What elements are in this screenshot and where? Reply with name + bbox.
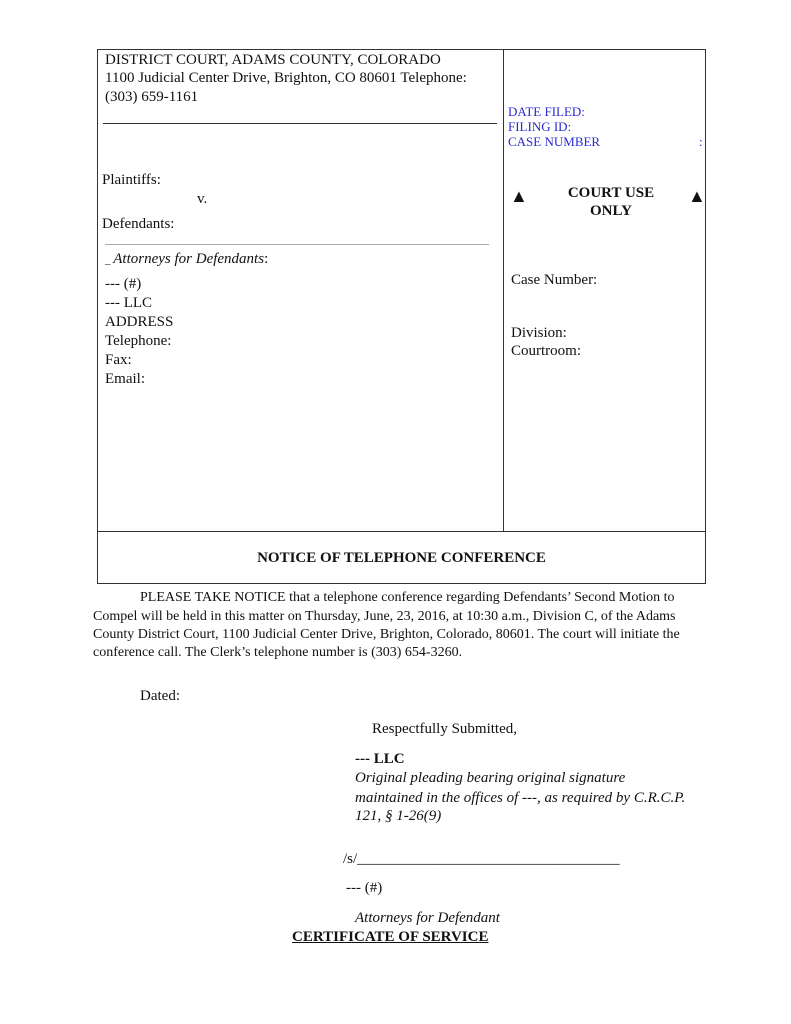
attorneys-heading bbox=[105, 251, 268, 268]
court-use-title-line2: ONLY bbox=[590, 203, 632, 219]
signature-line: /s/___________________________________ bbox=[343, 851, 620, 867]
document-title: NOTICE OF TELEPHONE CONFERENCE bbox=[257, 550, 546, 566]
attorney-name: --- (#) bbox=[105, 276, 142, 292]
signature-firm: --- LLC bbox=[355, 751, 405, 767]
email-label: Email: bbox=[105, 371, 145, 387]
dated-label: Dated: bbox=[140, 688, 180, 704]
case-number-label: Case Number: bbox=[511, 272, 598, 288]
body-line-4: conference call. The Clerk’s telephone number is (303) 654-3260. bbox=[93, 645, 463, 660]
triangle-right-icon: ▲ bbox=[688, 186, 706, 206]
signature-note-line3: 121, § 1-26(9) bbox=[355, 808, 442, 824]
court-name: DISTRICT COURT, ADAMS COUNTY, COLORADO bbox=[105, 52, 441, 68]
court-address: 1100 Judicial Center Drive, Brighton, CO 80601 Telephone: bbox=[105, 70, 467, 86]
defendants-label: Defendants: bbox=[102, 216, 175, 232]
attorneys-colon: : bbox=[264, 251, 269, 267]
caption-box bbox=[97, 49, 706, 584]
date-filed: DATE FILED: bbox=[508, 104, 585, 119]
attorney-separator bbox=[105, 244, 489, 245]
signature-note-line2: maintained in the offices of ---, as required by C.R.C.P. bbox=[355, 790, 686, 806]
body-line-1: PLEASE TAKE NOTICE that a telephone conference regarding Defendants’ Second Motion to bbox=[140, 590, 675, 605]
triangle-left-icon: ▲ bbox=[510, 186, 528, 206]
firm-name: --- LLC bbox=[105, 295, 153, 311]
court-phone: (303) 659-1161 bbox=[105, 89, 199, 105]
caption-divider bbox=[503, 49, 504, 531]
courtroom-label: Courtroom: bbox=[511, 343, 581, 359]
fax-label: Fax: bbox=[105, 352, 132, 368]
certificate-title: CERTIFICATE OF SERVICE bbox=[292, 929, 489, 945]
body-line-3: County District Court, 1100 Judicial Center Drive, Brighton, Colorado, 80601. The court will initiate the bbox=[93, 627, 680, 642]
plaintiffs-label: Plaintiffs: bbox=[102, 172, 161, 188]
telephone-label: Telephone: bbox=[105, 333, 172, 349]
body-line-2: Compel will be held in this matter on Thursday, June, 23, 2016, at 10:30 a.m., Division C, of the Adams bbox=[93, 609, 676, 624]
respectfully-submitted: Respectfully Submitted, bbox=[372, 721, 517, 737]
signature-role: Attorneys for Defendant bbox=[355, 910, 500, 926]
division-label: Division: bbox=[511, 325, 567, 341]
court-underline bbox=[103, 123, 497, 124]
case-number-colon: : bbox=[699, 134, 703, 149]
versus-label: v. bbox=[197, 191, 208, 207]
attorneys-prefix: _ bbox=[105, 254, 114, 266]
signature-note-line1: Original pleading bearing original signature bbox=[355, 770, 626, 786]
court-use-title-line1: COURT USE bbox=[567, 185, 655, 201]
signature-attorney: --- (#) bbox=[346, 880, 383, 896]
firm-address: ADDRESS bbox=[105, 314, 174, 330]
caption-bottom-rule bbox=[97, 531, 706, 532]
attorneys-label: Attorneys for Defendants bbox=[113, 251, 265, 267]
case-number-stamp: CASE NUMBER bbox=[508, 134, 601, 149]
filing-id: FILING ID: bbox=[508, 119, 572, 134]
